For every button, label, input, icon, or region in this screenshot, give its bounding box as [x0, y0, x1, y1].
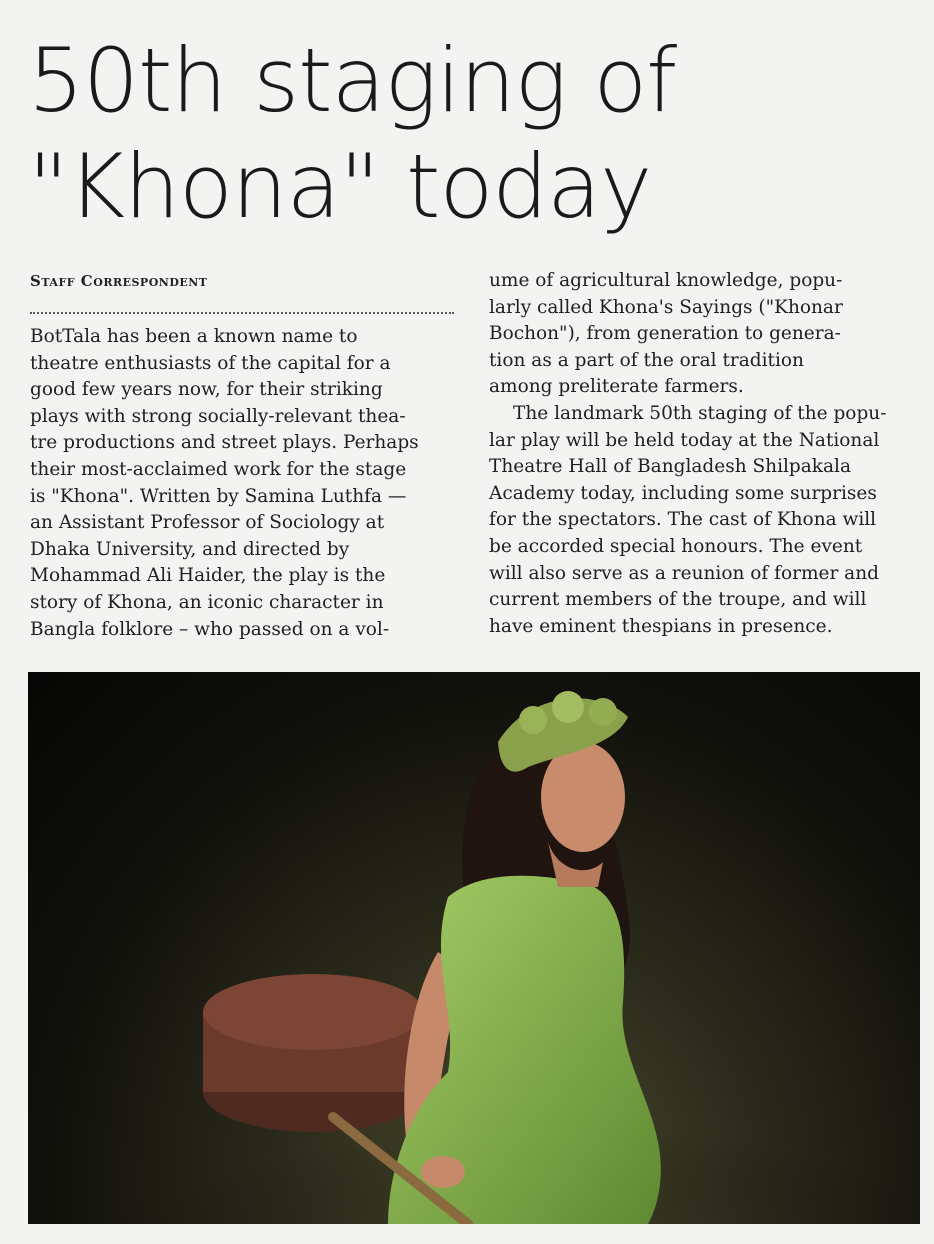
performer-illustration [28, 672, 920, 1224]
text-line: Mohammad Ali Haider, the play is the [30, 565, 386, 587]
text-line: plays with strong socially-relevant thea- [30, 405, 406, 427]
text-line: for the spectators. The cast of Khona will [489, 509, 877, 531]
text-line: Bangla folklore – who passed on a vol- [30, 618, 390, 640]
text-line: will also serve as a reunion of former and [489, 562, 879, 584]
text-line: Academy today, including some surprises [489, 482, 877, 504]
stage-photo [28, 672, 920, 1224]
text-line: an Assistant Professor of Sociology at [30, 512, 385, 534]
article-column-2 [489, 268, 919, 640]
headline [28, 28, 908, 240]
hand [421, 1156, 465, 1188]
text-line: ume of agricultural knowledge, popu- [489, 270, 843, 291]
text-line: larly called Khona's Sayings ("Khonar [489, 296, 843, 318]
headline-line-1: 50th staging of [28, 29, 677, 132]
text-line: among preliterate farmers. [489, 376, 744, 398]
text-line: BotTala has been a known name to [30, 326, 358, 347]
text-line: their most-acclaimed work for the stage [30, 458, 407, 480]
article-column-1 [30, 324, 460, 643]
text-line: Bochon"), from generation to genera- [489, 323, 841, 345]
headline-line-2: "Khona" today [28, 135, 652, 238]
headband-detail [552, 691, 584, 723]
stage-platform-top [203, 974, 423, 1050]
byline-divider [30, 312, 454, 314]
text-line: lar play will be held today at the National [489, 429, 880, 451]
text-line: be accorded special honours. The event [489, 535, 863, 557]
headband-detail [589, 698, 617, 726]
text-line: tre productions and street plays. Perhaps [30, 432, 419, 454]
text-line: current members of the troupe, and will [489, 589, 867, 611]
text-line: The landmark 50th staging of the popu- [513, 402, 887, 424]
headband-detail [519, 706, 547, 734]
text-line: Theatre Hall of Bangladesh Shilpakala [489, 456, 851, 478]
text-line: theatre enthusiasts of the capital for a [30, 352, 391, 374]
text-line: have eminent thespians in presence. [489, 615, 833, 637]
text-line: is "Khona". Written by Samina Luthfa — [30, 485, 407, 507]
text-line: Dhaka University, and directed by [30, 538, 350, 560]
text-line: good few years now, for their striking [30, 379, 383, 401]
text-line: tion as a part of the oral tradition [489, 349, 804, 371]
text-line: story of Khona, an iconic character in [30, 591, 384, 613]
byline: Staff Correspondent [30, 272, 208, 290]
